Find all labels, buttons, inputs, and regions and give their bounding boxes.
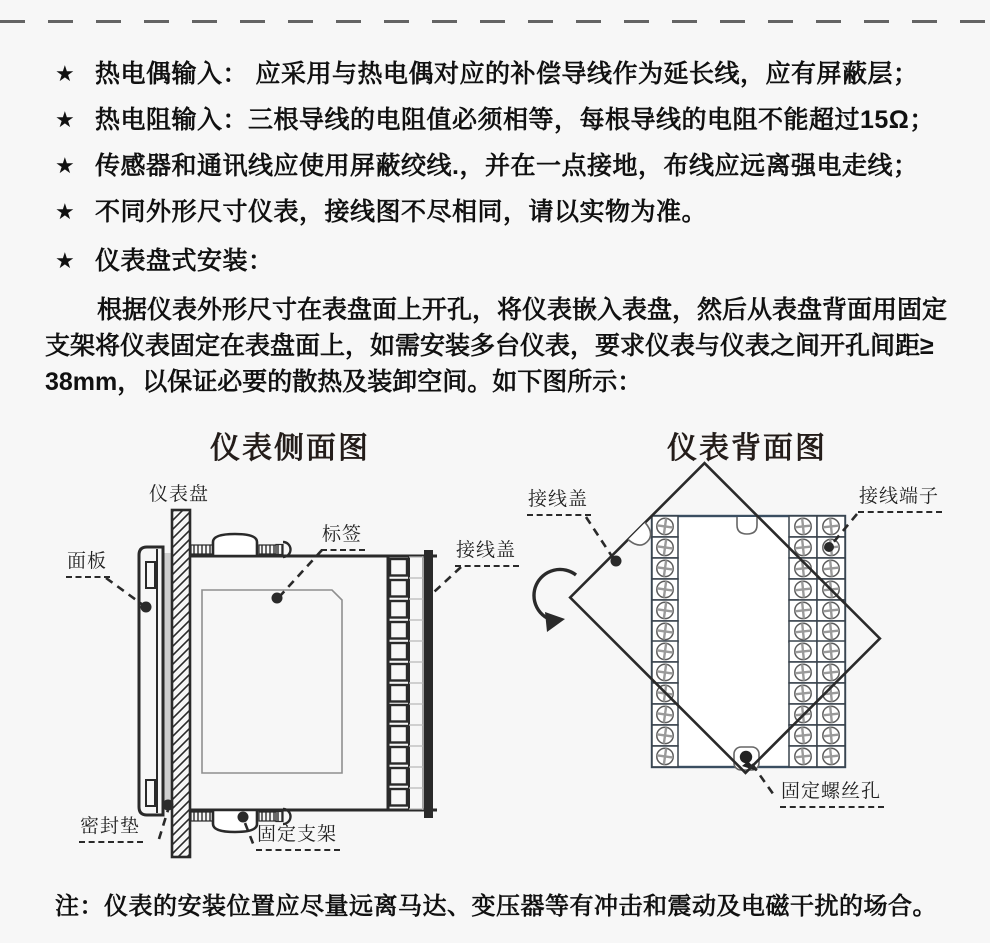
star-icon: ★ [55, 248, 76, 273]
label-wiring-cover-side: 接线盖 [455, 541, 519, 567]
label-front-panel: 面板 [66, 552, 110, 578]
wiring-cover-bar [424, 550, 433, 818]
instrument-body-outline [190, 556, 437, 810]
install-paragraph [45, 292, 947, 400]
label-fixing-bracket: 固定支架 [256, 825, 340, 851]
bullet-text: 热电阻输入：三根导线的电阻值必须相等，每根导线的电阻不能超过15Ω； [95, 106, 935, 134]
dashed-separator [0, 20, 990, 23]
star-icon: ★ [55, 107, 76, 132]
label-sealing-gasket: 密封垫 [79, 817, 143, 843]
bullet-item [55, 106, 935, 134]
paragraph-line: 支架将仪表固定在表盘面上，如需安装多台仪表，要求仪表与仪表之间开孔间距≥ [45, 332, 934, 360]
label-wiring-cover-back: 接线盖 [527, 490, 591, 516]
bullet-text: 热电偶输入： 应采用与热电偶对应的补偿导线作为延长线，应有屏蔽层； [95, 60, 919, 88]
label-sticker-shape [202, 590, 342, 773]
paragraph-line: 根据仪表外形尺寸在表盘面上开孔，将仪表嵌入表盘，然后从表盘背面用固定 [97, 296, 948, 324]
panel-board-shape [172, 510, 190, 857]
back-view-title: 仪表背面图 [667, 432, 827, 465]
label-sticker: 标签 [321, 525, 365, 551]
section-title: 仪表盘式安装： [95, 247, 274, 275]
rotation-arrow [534, 569, 576, 632]
bullet-item [55, 60, 935, 88]
side-view-drawing [106, 510, 461, 857]
fixing-bracket-top [191, 534, 291, 557]
bullet-text: 不同外形尺寸仪表，接线图不尽相同，请以实物为准。 [95, 198, 708, 226]
star-icon: ★ [55, 199, 76, 224]
bottom-note: 注：仪表的安装位置应尽量远离马达、变压器等有冲击和震动及电磁干扰的场合。 [55, 893, 937, 920]
bullet-list [55, 60, 935, 244]
label-wiring-terminal: 接线端子 [858, 487, 942, 513]
figure-area [0, 415, 990, 885]
bullet-item [55, 152, 935, 180]
label-fixing-screw-hole: 固定螺丝孔 [780, 782, 884, 808]
section-heading [55, 247, 274, 275]
side-view-title: 仪表侧面图 [210, 432, 370, 465]
paragraph-line: 38mm，以保证必要的散热及装卸空间。如下图所示： [45, 368, 643, 396]
bullet-text: 传感器和通讯线应使用屏蔽绞线.，并在一点接地，布线应远离强电走线； [95, 152, 919, 180]
top-notch-tab [737, 517, 757, 534]
fixing-screw-hole-dot [740, 751, 752, 763]
bullet-item [55, 198, 935, 226]
star-icon: ★ [55, 153, 76, 178]
star-icon: ★ [55, 61, 76, 86]
label-panel-board: 仪表盘 [149, 484, 210, 505]
